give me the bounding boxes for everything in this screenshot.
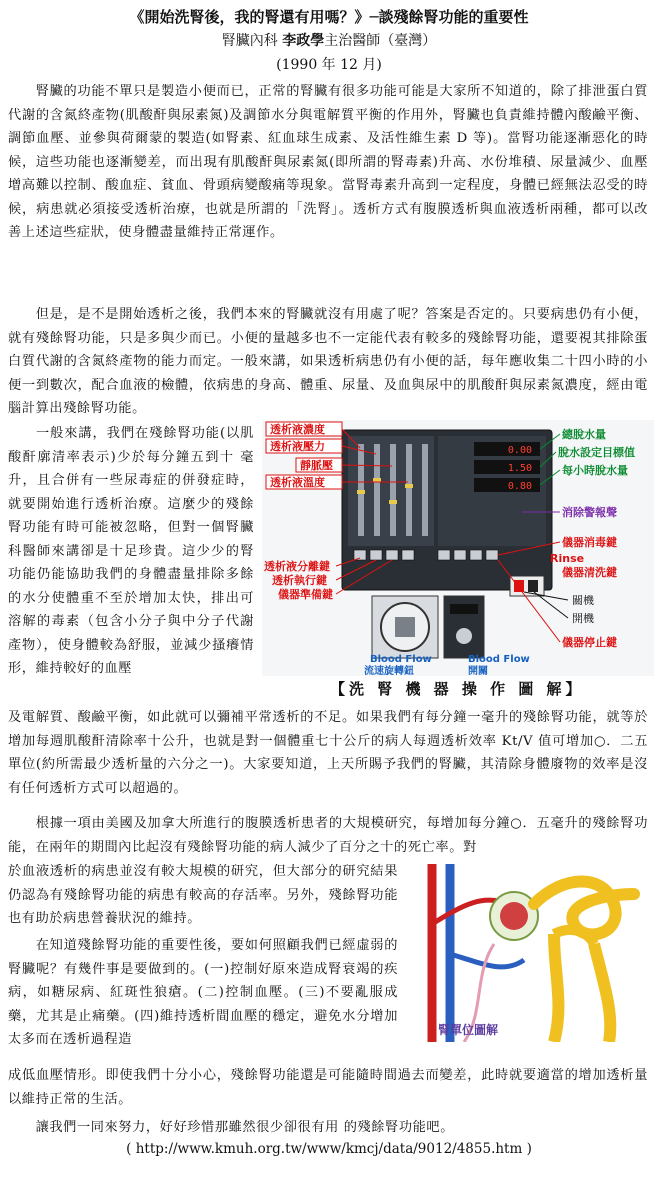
label-hourly-ultrafiltration: 每小時脫水量 — [562, 464, 628, 477]
paragraph-dialysis-adjust — [8, 1064, 648, 1111]
paragraph-text: 於血液透析的病患並沒有較大規模的研究，但大部分的研究結果仍認為有殘餘腎功能的病患有較高的存活率。另外，殘餘腎功能也有助於病患營養狀況的維持。 — [8, 864, 398, 926]
paragraph-study-continued — [8, 860, 398, 931]
paragraph-text: 讓我們一同來努力，好好珍惜那雖然很少卻很有用 的殘餘腎功能吧。 — [35, 1120, 454, 1135]
paragraph-start-dialysis — [8, 422, 254, 681]
source-link[interactable]: ( http://www.kmuh.org.tw/www/kmcj/data/9012/4855.htm ) — [126, 1141, 532, 1157]
paragraph-residual-function — [8, 303, 648, 421]
author-name: 李政學 — [282, 33, 325, 49]
paragraph-text: 一般來講，我們在殘餘腎功能(以肌酸酐廓清率表示)少於每分鐘五到十 毫升，且合併有一些尿毒症的併發症時，就要開始進行透析治療。這麼少的殘餘腎功能有時可能被忽略，但對一個腎臟科醫師來講卻是十足珍貴。這少少的腎功能仍能協助我們的身體盡量排除多餘的水分使體重不至於增加太快，排出可溶解的毒素（包含小分子與中分子代謝產物），使身體較為舒服，並減少搔癢情形，維持較好的血壓 — [8, 426, 254, 676]
paragraph-closing — [8, 1116, 648, 1140]
label-dialysate-bypass-key: 透析液分離鍵 — [264, 560, 330, 573]
label-stop-key: 儀器停止鍵 — [562, 636, 617, 649]
label-clean-key: 儀器清洗鍵 — [562, 566, 617, 579]
label-dialysate-concentration: 透析液濃度 — [270, 423, 325, 436]
author-title: 主治醫師（臺灣） — [324, 33, 437, 49]
paragraph-text: 根據一項由美國及加拿大所進行的腹膜透析患者的大規模研究，每增加每分鐘○．五毫升的殘餘腎功能，在兩年的期間內比起沒有殘餘腎功能的病人減少了百分之十的死亡率。對 — [8, 816, 648, 855]
label-blood-flow-switch: 開關 — [468, 666, 488, 676]
label-silence-alarm: 消除警報聲 — [562, 506, 617, 519]
nephron-diagram — [404, 864, 652, 1042]
machine-figure-caption: 【洗 腎 機 器 操 作 圖 解】 — [330, 680, 585, 698]
label-blood-flow-knob-en: Blood Flow — [370, 654, 432, 665]
label-dialysis-run-key: 透析執行鍵 — [272, 574, 327, 587]
label-disinfect-key: 儀器消毒鍵 — [562, 536, 617, 549]
label-total-ultrafiltration: 總脫水量 — [562, 428, 606, 441]
label-venous-pressure: 靜脈壓 — [300, 459, 333, 472]
dialysis-machine-diagram — [262, 420, 654, 676]
paragraph-study — [8, 812, 648, 859]
readout-total-value: 0.00 — [507, 445, 532, 456]
label-rinse: Rinse — [550, 552, 585, 565]
label-power-on: 開機 — [572, 612, 594, 625]
paragraph-kt-v — [8, 706, 648, 800]
paragraph-text: 但是，是不是開始透析之後，我們本來的腎臟就沒有用處了呢？答案是否定的。只要病患仍有小便，就有殘餘腎功能，只是多與少而已。小便的量越多也不一定能代表有較多的殘餘腎功能，還要視其排除蛋白質代謝的含氮終產物的能力而定。一般來講，如果透析病患仍有小便的話，每年應收集二十四小時的小便一到數次，配合血液的檢體，依病患的身高、體重、尿量、及血與尿中的肌酸酐與尿素氮濃度，經由電腦計算出殘餘腎功能。 — [8, 307, 648, 416]
label-blood-flow-switch-en: Blood Flow — [468, 654, 530, 665]
author-line — [0, 30, 658, 50]
label-blood-flow-knob: 流速旋轉鈕 — [364, 666, 414, 676]
paragraph-care — [8, 934, 398, 1052]
label-power-off: 關機 — [572, 594, 594, 607]
article-title: 《開始洗腎後，我的腎還有用嗎？》─談殘餘腎功能的重要性 — [129, 8, 529, 26]
nephron-caption: 腎單位圖解 — [438, 1023, 499, 1037]
label-dialysate-temperature: 透析液溫度 — [270, 476, 325, 489]
readout-target-value: 1.50 — [507, 463, 532, 474]
paragraph-text: 及電解質、酸鹼平衡，如此就可以彌補平常透析的不足。如果我們有每分鐘一毫升的殘餘腎功能，就等於增加每週肌酸酐清除率十公升，也就是對一個體重七十公斤的病人每週透析效率 Kt/V 值可增加○．二五單位(約所需最少透析量的六分之一)。大家要知道，上天所賜予我們的腎臟，其清除身體廢物的效率是沒有任何透析方式可以超過的。 — [8, 710, 648, 796]
label-ultrafiltration-target: 脫水設定目標值 — [558, 446, 635, 459]
publish-date: (1990 年 12 月) — [276, 57, 382, 73]
readout-hourly-value: 0.80 — [507, 481, 532, 492]
author-department: 腎臟內科 — [221, 33, 278, 49]
label-prepare-key: 儀器準備鍵 — [278, 588, 333, 601]
paragraph-text: 腎臟的功能不單只是製造小便而已，正常的腎臟有很多功能可能是大家所不知道的，除了排泄蛋白質代謝的含氮終產物(肌酸酐與尿素氮)及調節水分與電解質平衡的作用外，腎臟也負責維持體內酸鹼平衡、調節血壓、並參與荷爾蒙的製造(如腎素、紅血球生成素、及活性維生素 D 等)。當腎功能逐漸惡化的時候，這些功能也逐漸變差，而出現有肌酸酐與尿素氮(即所謂的腎毒素)升高、水份堆積、尿量減少、血壓增高難以控制、酸血症、貧血、骨頭病變酸痛等現象。當腎毒素升高到一定程度，身體已經無法忍受的時候，病患就必須接受透析治療，也就是所謂的「洗腎」。透析方式有腹膜透析與血液透析兩種，都可以改善上述這些症狀，使身體盡量維持正常運作。 — [8, 84, 648, 240]
paragraph-text: 在知道殘餘腎功能的重要性後，要如何照顧我們已經虛弱的腎臟呢？有幾件事是要做到的。(一)控制好原來造成腎衰竭的疾病，如糖尿病、紅斑性狼瘡。(二)控制血壓。(三)不要亂服成藥，尤其是止痛藥。(四)維持透析間血壓的穩定，避免水分增加太多而在透析過程造 — [8, 938, 398, 1047]
paragraph-text: 成低血壓情形。即使我們十分小心，殘餘腎功能還是可能隨時間過去而變差，此時就要適當的增加透析量以維持正常的生活。 — [8, 1068, 648, 1107]
paragraph-kidney-functions — [8, 80, 648, 245]
label-dialysate-pressure: 透析液壓力 — [270, 440, 325, 453]
